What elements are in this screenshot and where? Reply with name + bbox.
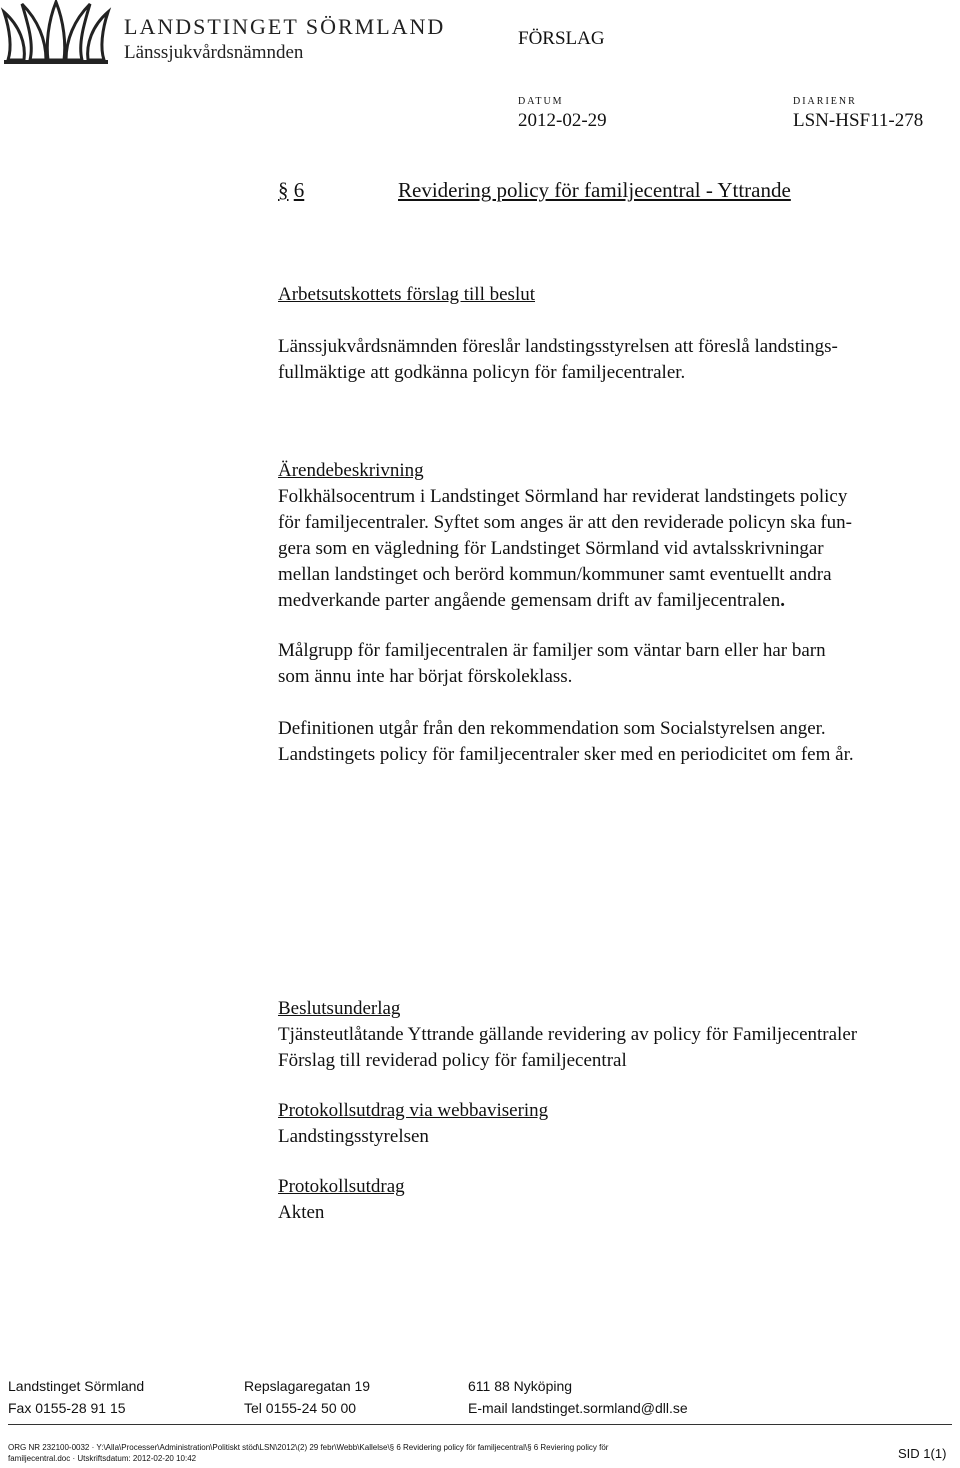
description-line: Folkhälsocentrum i Landstinget Sörmland har reviderat landstingets policy — [278, 486, 848, 507]
footer-org: Landstinget Sörmland — [8, 1378, 145, 1394]
date-label: DATUM — [518, 96, 564, 107]
footer-city: 611 88 Nyköping — [468, 1378, 573, 1394]
footer-street: Repslagaregatan 19 — [244, 1378, 371, 1394]
description-heading: Ärendebeskrivning — [278, 460, 424, 481]
footer-meta — [8, 1442, 608, 1464]
footer-fax: Fax 0155-28 91 15 — [8, 1400, 126, 1416]
description-line: Målgrupp för familjecentralen är familjer som väntar barn eller har barn — [278, 640, 826, 661]
diarienr-value: LSN-HSF11-278 — [793, 110, 924, 131]
description-line-text: medverkande parter angående gemensam drift av familjecentralen — [278, 590, 781, 611]
committee-name: Länssjukvårdsnämnden — [124, 42, 304, 63]
date-value: 2012-02-29 — [518, 110, 607, 131]
description-line: mellan landstinget och berörd kommun/kommuner samt eventuellt andra — [278, 564, 832, 585]
description-paragraph-2 — [278, 638, 826, 690]
description-paragraph-1 — [278, 484, 852, 614]
web-notice-recipient: Landstingsstyrelsen — [278, 1126, 429, 1147]
page-number: SID 1(1) — [898, 1446, 947, 1461]
basis-list — [278, 1022, 857, 1074]
landstinget-logo — [0, 0, 112, 66]
extract-heading: Protokollsutdrag — [278, 1176, 405, 1197]
description-line: som ännu inte har börjat förskoleklass. — [278, 666, 573, 687]
footer-meta-line: ORG NR 232100-0032 · Y:\Alla\Processer\Administration\Politiskt stöd\LSN\2012\(2) 29 febr\Webb\Kallelse\§ 6 Revidering policy för familjecentral\§ 6 Reviering policy för — [8, 1443, 609, 1452]
diarienr-label: DIARIENR — [793, 96, 857, 107]
description-line: Landstingets policy för familjecentraler sker med en periodicitet om fem år. — [278, 744, 854, 765]
organization-name: LANDSTINGET SÖRMLAND — [124, 14, 446, 39]
section-heading — [278, 178, 304, 203]
description-end-period: . — [780, 590, 785, 611]
description-line — [278, 588, 852, 614]
proposal-line: Länssjukvårdsnämnden föreslår landstingsstyrelsen att föreslå landstings- — [278, 336, 838, 357]
description-paragraph-3 — [278, 716, 854, 768]
basis-heading: Beslutsunderlag — [278, 998, 401, 1019]
web-notice-heading: Protokollsutdrag via webbavisering — [278, 1100, 549, 1121]
extract-recipient: Akten — [278, 1202, 325, 1223]
description-line: gera som en vägledning för Landstinget Sörmland vid avtalsskrivningar — [278, 538, 824, 559]
document-type: FÖRSLAG — [518, 28, 605, 49]
description-line: för familjecentraler. Syftet som anges är att den reviderade policyn ska fun- — [278, 512, 852, 533]
footer-divider — [8, 1424, 952, 1425]
proposal-heading: Arbetsutskottets förslag till beslut — [278, 284, 536, 305]
footer-phone: Tel 0155-24 50 00 — [244, 1400, 357, 1416]
footer-meta-line: familjecentral.doc · Utskriftsdatum: 2012-02-20 10:42 — [8, 1454, 197, 1463]
section-symbol: § — [278, 178, 289, 202]
basis-item: Tjänsteutlåtande Yttrande gällande revidering av policy för Familjecentraler — [278, 1024, 858, 1045]
section-number: 6 — [293, 178, 305, 202]
proposal-text — [278, 334, 838, 386]
basis-item: Förslag till reviderad policy för familjecentral — [278, 1050, 627, 1071]
description-line: Definitionen utgår från den rekommendation som Socialstyrelsen anger. — [278, 718, 826, 739]
section-title: Revidering policy för familjecentral - Yttrande — [398, 178, 791, 202]
proposal-line: fullmäktige att godkänna policyn för familjecentraler. — [278, 362, 686, 383]
footer-email: E-mail landstinget.sormland@dll.se — [468, 1400, 688, 1416]
